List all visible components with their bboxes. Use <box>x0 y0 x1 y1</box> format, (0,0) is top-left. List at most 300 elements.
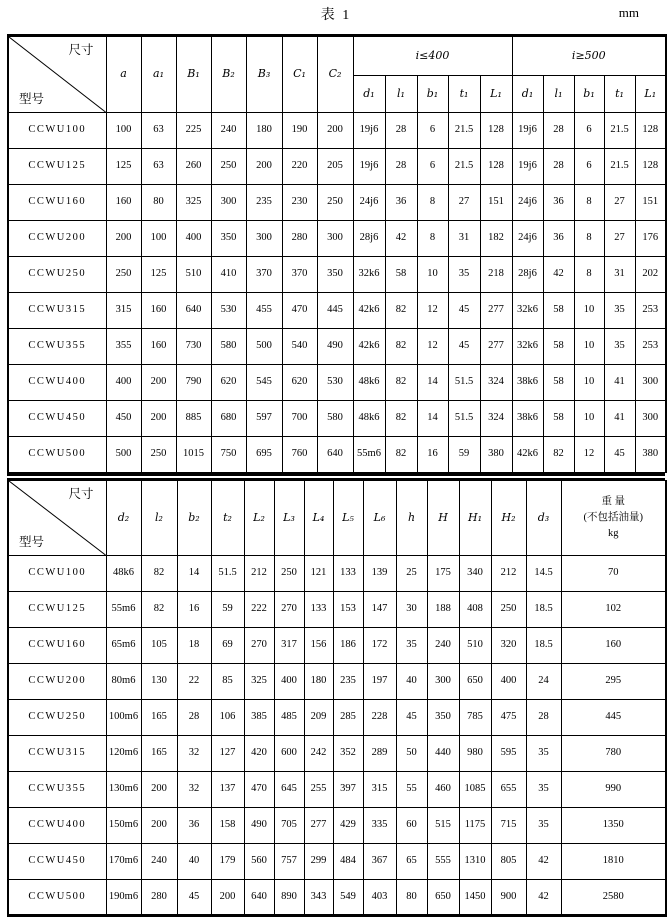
value-cell: 403 <box>363 880 396 916</box>
value-cell: 22 <box>177 664 211 700</box>
corner-header <box>8 36 106 113</box>
value-cell: 65m6 <box>106 628 141 664</box>
column-header: L₁ <box>635 76 666 113</box>
value-cell: 82 <box>385 365 417 401</box>
value-cell: 212 <box>491 556 526 592</box>
value-cell: 299 <box>304 844 333 880</box>
value-cell: 597 <box>246 401 282 437</box>
column-header: B₃ <box>246 36 282 113</box>
column-header: B₁ <box>176 36 211 113</box>
value-cell: 14 <box>417 401 448 437</box>
value-cell: 137 <box>211 772 244 808</box>
value-cell: 335 <box>363 808 396 844</box>
value-cell: 21.5 <box>604 113 635 149</box>
value-cell: 14 <box>417 365 448 401</box>
value-cell: 80 <box>141 185 176 221</box>
value-cell: 980 <box>459 736 491 772</box>
column-header: C₂ <box>317 36 353 113</box>
value-cell: 500 <box>246 329 282 365</box>
value-cell: 82 <box>141 556 177 592</box>
value-cell: 205 <box>317 149 353 185</box>
value-cell: 317 <box>274 628 304 664</box>
value-cell: 655 <box>491 772 526 808</box>
model-cell: CCWU315 <box>8 736 106 772</box>
value-cell: 370 <box>246 257 282 293</box>
value-cell: 59 <box>448 437 480 473</box>
value-cell: 620 <box>211 365 246 401</box>
value-cell: 16 <box>417 437 448 473</box>
value-cell: 240 <box>427 628 459 664</box>
value-cell: 82 <box>385 293 417 329</box>
value-cell: 31 <box>604 257 635 293</box>
value-cell: 133 <box>304 592 333 628</box>
value-cell: 51.5 <box>211 556 244 592</box>
value-cell: 300 <box>246 221 282 257</box>
value-cell: 640 <box>176 293 211 329</box>
column-header: C₁ <box>282 36 317 113</box>
value-cell: 10 <box>574 401 604 437</box>
value-cell: 350 <box>211 221 246 257</box>
model-cell: CCWU315 <box>8 293 106 329</box>
value-cell: 32k6 <box>512 329 543 365</box>
value-cell: 176 <box>635 221 666 257</box>
value-cell: 580 <box>211 329 246 365</box>
value-cell: 45 <box>448 329 480 365</box>
model-cell: CCWU355 <box>8 772 106 808</box>
value-cell: 240 <box>141 844 177 880</box>
value-cell: 179 <box>211 844 244 880</box>
value-cell: 24j6 <box>512 185 543 221</box>
value-cell: 63 <box>141 149 176 185</box>
value-cell: 500 <box>106 437 141 473</box>
value-cell: 730 <box>176 329 211 365</box>
value-cell: 250 <box>106 257 141 293</box>
value-cell: 128 <box>480 149 512 185</box>
value-cell: 10 <box>417 257 448 293</box>
value-cell: 82 <box>385 401 417 437</box>
value-cell: 242 <box>304 736 333 772</box>
value-cell: 1085 <box>459 772 491 808</box>
table-row <box>8 221 666 257</box>
value-cell: 260 <box>176 149 211 185</box>
table-row <box>8 329 666 365</box>
value-cell: 36 <box>543 185 574 221</box>
value-cell: 200 <box>141 401 176 437</box>
model-cell: CCWU500 <box>8 437 106 473</box>
value-cell: 151 <box>635 185 666 221</box>
value-cell: 190m6 <box>106 880 141 916</box>
value-cell: 128 <box>635 113 666 149</box>
table-row <box>8 772 666 808</box>
value-cell: 21.5 <box>448 149 480 185</box>
value-cell: 45 <box>177 880 211 916</box>
model-cell: CCWU100 <box>8 113 106 149</box>
value-cell: 324 <box>480 401 512 437</box>
column-header: a <box>106 36 141 113</box>
value-cell: 700 <box>282 401 317 437</box>
value-cell: 235 <box>246 185 282 221</box>
value-cell: 645 <box>274 772 304 808</box>
column-header: L₅ <box>333 481 363 556</box>
column-header: L₁ <box>480 76 512 113</box>
value-cell: 51.5 <box>448 401 480 437</box>
table-row <box>8 700 666 736</box>
column-header: d₁ <box>512 76 543 113</box>
value-cell: 28 <box>543 149 574 185</box>
value-cell: 48k6 <box>353 365 385 401</box>
table-row <box>8 556 666 592</box>
value-cell: 8 <box>574 257 604 293</box>
value-cell: 170m6 <box>106 844 141 880</box>
value-cell: 125 <box>106 149 141 185</box>
value-cell: 460 <box>427 772 459 808</box>
value-cell: 253 <box>635 293 666 329</box>
model-cell: CCWU100 <box>8 556 106 592</box>
value-cell: 27 <box>448 185 480 221</box>
value-cell: 36 <box>385 185 417 221</box>
value-cell: 160 <box>106 185 141 221</box>
column-header: l₂ <box>141 481 177 556</box>
value-cell: 165 <box>141 736 177 772</box>
value-cell: 41 <box>604 401 635 437</box>
value-cell: 420 <box>244 736 274 772</box>
value-cell: 160 <box>561 628 666 664</box>
corner-header <box>8 481 106 556</box>
value-cell: 640 <box>317 437 353 473</box>
value-cell: 530 <box>211 293 246 329</box>
value-cell: 355 <box>106 329 141 365</box>
table-row <box>8 185 666 221</box>
value-cell: 18 <box>177 628 211 664</box>
value-cell: 320 <box>491 628 526 664</box>
value-cell: 82 <box>385 437 417 473</box>
value-cell: 100 <box>106 113 141 149</box>
value-cell: 48k6 <box>106 556 141 592</box>
value-cell: 705 <box>274 808 304 844</box>
value-cell: 620 <box>282 365 317 401</box>
value-cell: 10 <box>574 293 604 329</box>
value-cell: 1450 <box>459 880 491 916</box>
value-cell: 6 <box>574 149 604 185</box>
table-row <box>8 437 666 473</box>
value-cell: 549 <box>333 880 363 916</box>
value-cell: 6 <box>417 149 448 185</box>
value-cell: 350 <box>317 257 353 293</box>
table-row <box>8 401 666 437</box>
value-cell: 370 <box>282 257 317 293</box>
value-cell: 51.5 <box>448 365 480 401</box>
value-cell: 35 <box>526 736 561 772</box>
value-cell: 36 <box>543 221 574 257</box>
value-cell: 156 <box>304 628 333 664</box>
column-header: a₁ <box>141 36 176 113</box>
value-cell: 1015 <box>176 437 211 473</box>
corner-label-model: 型号 <box>19 534 45 549</box>
model-cell: CCWU250 <box>8 257 106 293</box>
value-cell: 1310 <box>459 844 491 880</box>
value-cell: 8 <box>417 185 448 221</box>
value-cell: 222 <box>244 592 274 628</box>
value-cell: 147 <box>363 592 396 628</box>
value-cell: 27 <box>604 185 635 221</box>
value-cell: 380 <box>635 437 666 473</box>
value-cell: 21.5 <box>604 149 635 185</box>
value-cell: 300 <box>211 185 246 221</box>
value-cell: 350 <box>427 700 459 736</box>
value-cell: 16 <box>177 592 211 628</box>
value-cell: 18.5 <box>526 592 561 628</box>
value-cell: 445 <box>317 293 353 329</box>
value-cell: 186 <box>333 628 363 664</box>
column-header: t₂ <box>211 481 244 556</box>
column-header: t₁ <box>604 76 635 113</box>
value-cell: 69 <box>211 628 244 664</box>
value-cell: 295 <box>561 664 666 700</box>
value-cell: 27 <box>604 221 635 257</box>
value-cell: 202 <box>635 257 666 293</box>
value-cell: 32 <box>177 736 211 772</box>
table-row <box>8 808 666 844</box>
value-cell: 28 <box>526 700 561 736</box>
value-cell: 470 <box>282 293 317 329</box>
table-row <box>8 880 666 916</box>
value-cell: 212 <box>244 556 274 592</box>
value-cell: 560 <box>244 844 274 880</box>
value-cell: 172 <box>363 628 396 664</box>
model-cell: CCWU160 <box>8 628 106 664</box>
value-cell: 58 <box>543 365 574 401</box>
value-cell: 545 <box>246 365 282 401</box>
value-cell: 200 <box>141 365 176 401</box>
column-header: H₁ <box>459 481 491 556</box>
value-cell: 19j6 <box>353 113 385 149</box>
value-cell: 58 <box>385 257 417 293</box>
value-cell: 235 <box>333 664 363 700</box>
value-cell: 36 <box>177 808 211 844</box>
value-cell: 150m6 <box>106 808 141 844</box>
value-cell: 555 <box>427 844 459 880</box>
value-cell: 325 <box>176 185 211 221</box>
value-cell: 130 <box>141 664 177 700</box>
value-cell: 41 <box>604 365 635 401</box>
value-cell: 128 <box>635 149 666 185</box>
value-cell: 82 <box>543 437 574 473</box>
value-cell: 133 <box>333 556 363 592</box>
group-header-i-le-400: i≤400 <box>353 36 512 76</box>
weight-unit: kg <box>608 527 619 539</box>
value-cell: 28 <box>385 149 417 185</box>
value-cell: 19j6 <box>353 149 385 185</box>
value-cell: 12 <box>417 293 448 329</box>
value-cell: 200 <box>246 149 282 185</box>
value-cell: 28 <box>177 700 211 736</box>
table-row <box>8 113 666 149</box>
value-cell: 289 <box>363 736 396 772</box>
value-cell: 58 <box>543 329 574 365</box>
value-cell: 315 <box>106 293 141 329</box>
value-cell: 106 <box>211 700 244 736</box>
value-cell: 28 <box>543 113 574 149</box>
value-cell: 343 <box>304 880 333 916</box>
value-cell: 2580 <box>561 880 666 916</box>
value-cell: 55 <box>396 772 427 808</box>
value-cell: 180 <box>304 664 333 700</box>
value-cell: 80 <box>396 880 427 916</box>
corner-label-dimension: 尺寸 <box>68 487 94 501</box>
model-cell: CCWU125 <box>8 592 106 628</box>
value-cell: 158 <box>211 808 244 844</box>
value-cell: 280 <box>141 880 177 916</box>
column-header: b₂ <box>177 481 211 556</box>
value-cell: 255 <box>304 772 333 808</box>
value-cell: 890 <box>274 880 304 916</box>
value-cell: 120m6 <box>106 736 141 772</box>
value-cell: 55m6 <box>353 437 385 473</box>
value-cell: 128 <box>480 113 512 149</box>
value-cell: 277 <box>480 293 512 329</box>
value-cell: 60 <box>396 808 427 844</box>
value-cell: 35 <box>526 808 561 844</box>
value-cell: 277 <box>480 329 512 365</box>
value-cell: 130m6 <box>106 772 141 808</box>
value-cell: 228 <box>363 700 396 736</box>
value-cell: 380 <box>480 437 512 473</box>
value-cell: 230 <box>282 185 317 221</box>
corner-label-dimension: 尺寸 <box>68 43 94 57</box>
value-cell: 58 <box>543 293 574 329</box>
value-cell: 400 <box>491 664 526 700</box>
value-cell: 715 <box>491 808 526 844</box>
model-cell: CCWU200 <box>8 221 106 257</box>
value-cell: 85 <box>211 664 244 700</box>
value-cell: 490 <box>317 329 353 365</box>
value-cell: 25 <box>396 556 427 592</box>
value-cell: 410 <box>211 257 246 293</box>
table-row <box>8 844 666 880</box>
value-cell: 42k6 <box>353 329 385 365</box>
value-cell: 300 <box>427 664 459 700</box>
value-cell: 31 <box>448 221 480 257</box>
value-cell: 650 <box>427 880 459 916</box>
value-cell: 885 <box>176 401 211 437</box>
value-cell: 160 <box>141 293 176 329</box>
value-cell: 40 <box>396 664 427 700</box>
value-cell: 121 <box>304 556 333 592</box>
value-cell: 680 <box>211 401 246 437</box>
value-cell: 600 <box>274 736 304 772</box>
value-cell: 595 <box>491 736 526 772</box>
value-cell: 42 <box>543 257 574 293</box>
model-cell: CCWU160 <box>8 185 106 221</box>
value-cell: 32k6 <box>353 257 385 293</box>
value-cell: 209 <box>304 700 333 736</box>
value-cell: 300 <box>635 365 666 401</box>
value-cell: 45 <box>604 437 635 473</box>
value-cell: 125 <box>141 257 176 293</box>
column-header: l₁ <box>543 76 574 113</box>
value-cell: 470 <box>244 772 274 808</box>
value-cell: 35 <box>396 628 427 664</box>
table-row <box>8 592 666 628</box>
model-cell: CCWU450 <box>8 844 106 880</box>
value-cell: 40 <box>177 844 211 880</box>
value-cell: 352 <box>333 736 363 772</box>
column-header: l₁ <box>385 76 417 113</box>
table-row <box>8 736 666 772</box>
dimensions-table-upper <box>7 34 667 473</box>
value-cell: 35 <box>526 772 561 808</box>
value-cell: 429 <box>333 808 363 844</box>
value-cell: 1810 <box>561 844 666 880</box>
weight-note: (不包括油量) <box>583 512 643 524</box>
value-cell: 760 <box>282 437 317 473</box>
column-header: d₃ <box>526 481 561 556</box>
model-cell: CCWU450 <box>8 401 106 437</box>
value-cell: 440 <box>427 736 459 772</box>
table-row <box>8 257 666 293</box>
value-cell: 160 <box>141 329 176 365</box>
page-title: 表 1 <box>320 8 352 23</box>
value-cell: 253 <box>635 329 666 365</box>
value-cell: 270 <box>244 628 274 664</box>
value-cell: 450 <box>106 401 141 437</box>
table-row <box>8 628 666 664</box>
value-cell: 270 <box>274 592 304 628</box>
value-cell: 42 <box>526 844 561 880</box>
value-cell: 151 <box>480 185 512 221</box>
value-cell: 340 <box>459 556 491 592</box>
value-cell: 190 <box>282 113 317 149</box>
tables-divider <box>7 473 665 480</box>
value-cell: 285 <box>333 700 363 736</box>
value-cell: 750 <box>211 437 246 473</box>
value-cell: 240 <box>211 113 246 149</box>
value-cell: 220 <box>282 149 317 185</box>
value-cell: 180 <box>246 113 282 149</box>
value-cell: 385 <box>244 700 274 736</box>
value-cell: 650 <box>459 664 491 700</box>
value-cell: 42 <box>526 880 561 916</box>
value-cell: 510 <box>176 257 211 293</box>
value-cell: 315 <box>363 772 396 808</box>
value-cell: 400 <box>176 221 211 257</box>
value-cell: 38k6 <box>512 401 543 437</box>
value-cell: 28j6 <box>353 221 385 257</box>
value-cell: 790 <box>176 365 211 401</box>
model-cell: CCWU400 <box>8 365 106 401</box>
column-header: L₄ <box>304 481 333 556</box>
unit-label: mm <box>618 5 639 20</box>
column-header: L₆ <box>363 481 396 556</box>
value-cell: 127 <box>211 736 244 772</box>
value-cell: 42 <box>385 221 417 257</box>
value-cell: 455 <box>246 293 282 329</box>
value-cell: 6 <box>574 113 604 149</box>
column-header: b₁ <box>417 76 448 113</box>
value-cell: 82 <box>385 329 417 365</box>
value-cell: 325 <box>244 664 274 700</box>
value-cell: 55m6 <box>106 592 141 628</box>
value-cell: 397 <box>333 772 363 808</box>
column-header: d₁ <box>353 76 385 113</box>
value-cell: 42k6 <box>512 437 543 473</box>
value-cell: 490 <box>244 808 274 844</box>
column-header: L₃ <box>274 481 304 556</box>
value-cell: 45 <box>448 293 480 329</box>
value-cell: 19j6 <box>512 149 543 185</box>
value-cell: 65 <box>396 844 427 880</box>
value-cell: 475 <box>491 700 526 736</box>
